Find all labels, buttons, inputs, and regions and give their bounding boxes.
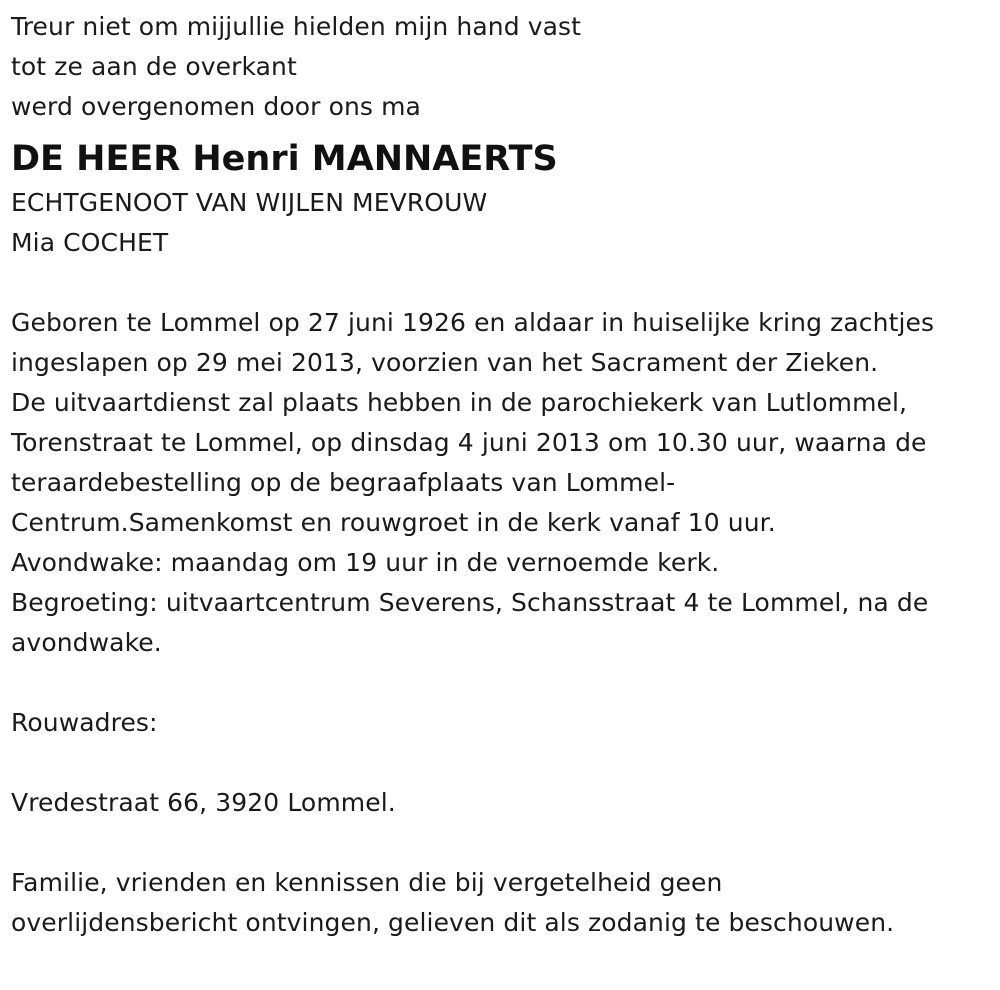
body-line: Avondwake: maandag om 19 uur in de vernoemde kerk. <box>11 548 720 577</box>
body-line: teraardebestelling op de begraafplaats van Lommel- <box>11 468 676 497</box>
body-line: Begroeting: uitvaartcentrum Severens, Schansstraat 4 te Lommel, na de <box>11 588 929 617</box>
body-line: Centrum.Samenkomst en rouwgroet in de kerk vanaf 10 uur. <box>11 508 776 537</box>
deceased-block <box>11 135 991 263</box>
address-value: Vredestraat 66, 3920 Lommel. <box>11 788 396 817</box>
poem-line: tot ze aan de overkant <box>11 52 297 81</box>
body-line: Geboren te Lommel op 27 juni 1926 en aldaar in huiselijke kring zachtjes <box>11 308 935 337</box>
spacer <box>11 743 991 783</box>
spacer <box>11 263 991 303</box>
spacer <box>11 823 991 863</box>
poem-line: werd overgenomen door ons ma <box>11 92 421 121</box>
body-line: avondwake. <box>11 628 162 657</box>
body-line: Torenstraat te Lommel, op dinsdag 4 juni 2013 om 10.30 uur, waarna de <box>11 428 927 457</box>
spouse-name: Mia COCHET <box>11 228 169 257</box>
body-text <box>11 303 991 663</box>
closing-line: overlijdensbericht ontvingen, gelieven dit als zodanig te beschouwen. <box>11 908 895 937</box>
poem <box>11 7 991 127</box>
address-label: Rouwadres: <box>11 708 158 737</box>
closing-text <box>11 863 991 943</box>
body-line: ingeslapen op 29 mei 2013, voorzien van het Sacrament der Zieken. <box>11 348 879 377</box>
spacer <box>11 663 991 703</box>
obituary-notice <box>11 7 991 943</box>
poem-line: Treur niet om mijjullie hielden mijn hand vast <box>11 12 582 41</box>
body-line: De uitvaartdienst zal plaats hebben in de parochiekerk van Lutlommel, <box>11 388 908 417</box>
deceased-name: DE HEER Henri MANNAERTS <box>11 139 558 179</box>
spouse-title: ECHTGENOOT VAN WIJLEN MEVROUW <box>11 188 488 217</box>
closing-line: Familie, vrienden en kennissen die bij vergetelheid geen <box>11 868 723 897</box>
